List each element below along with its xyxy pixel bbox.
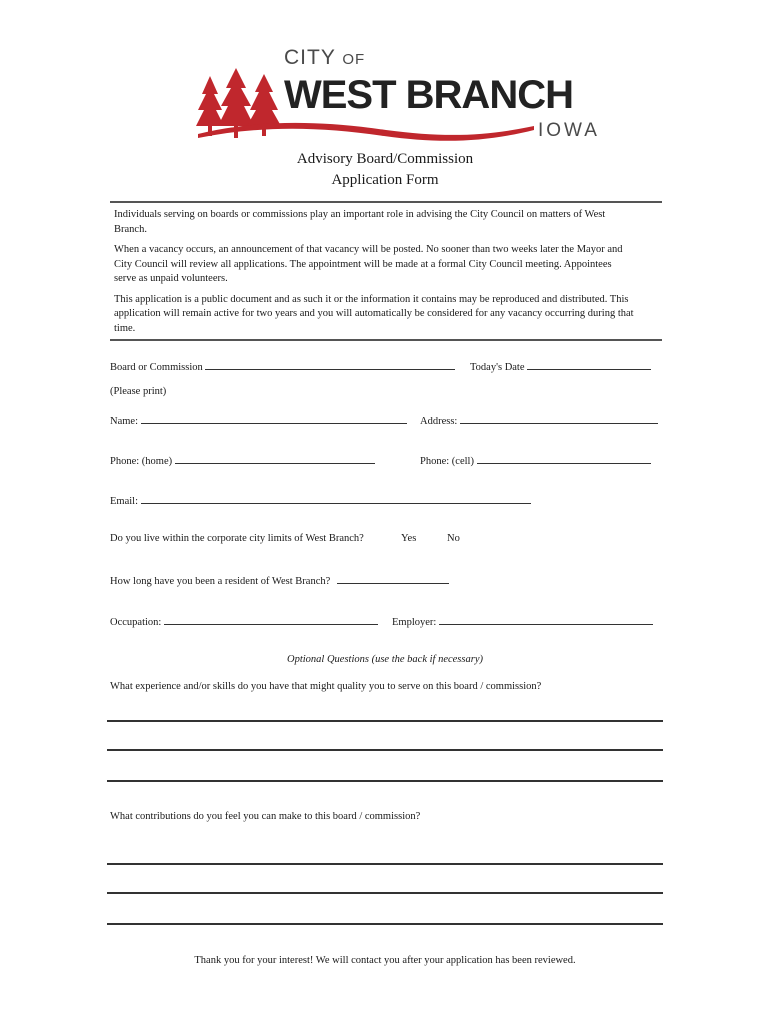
- intro-divider: [110, 339, 662, 341]
- optional-heading: Optional Questions (use the back if necessary): [287, 654, 483, 665]
- phone-cell-field[interactable]: [477, 453, 651, 464]
- answer-line[interactable]: [107, 749, 663, 751]
- date-field[interactable]: [527, 359, 651, 370]
- logo-state-text: IOWA: [538, 120, 600, 141]
- intro-text: [114, 208, 634, 342]
- city-logo: [196, 46, 626, 150]
- question-experience: What experience and/or skills do you have that might quality you to serve on this board / commission?: [110, 681, 542, 692]
- board-row: [110, 359, 455, 373]
- address-row: [420, 413, 658, 427]
- email-label: Email:: [110, 496, 138, 507]
- answer-line[interactable]: [107, 720, 663, 722]
- intro-paragraph: Individuals serving on boards or commissions play an important role in advising the City Council on matters of West Branch.: [114, 209, 606, 235]
- logo-swoosh: [196, 116, 536, 146]
- intro-paragraph: This application is a public document and as such it or the information it contains may be reproduced and distributed. This application will remain active for two years and you will automatically be considered for any vacancy occurring during that time.: [114, 293, 634, 334]
- resident-row: [110, 573, 449, 587]
- logo-city-text: CITY OF: [284, 46, 366, 69]
- employer-field[interactable]: [439, 614, 653, 625]
- date-label: Today's Date: [470, 362, 525, 373]
- yes-option[interactable]: Yes: [401, 533, 417, 544]
- phone-home-field[interactable]: [175, 453, 375, 464]
- answer-line[interactable]: [107, 892, 663, 894]
- city-limits-question: Do you live within the corporate city limits of West Branch?: [110, 533, 364, 544]
- occupation-row: [110, 614, 378, 628]
- board-label: Board or Commission: [110, 362, 203, 373]
- question-contributions: What contributions do you feel you can make to this board / commission?: [110, 811, 421, 822]
- email-row: [110, 493, 531, 507]
- thank-you-note: Thank you for your interest! We will contact you after your application has been reviewed.: [194, 955, 576, 966]
- answer-line[interactable]: [107, 863, 663, 865]
- occupation-label: Occupation:: [110, 617, 162, 628]
- occupation-field[interactable]: [164, 614, 378, 625]
- no-option[interactable]: No: [447, 533, 460, 544]
- email-field[interactable]: [141, 493, 531, 504]
- employer-row: [392, 614, 653, 628]
- board-field[interactable]: [205, 359, 455, 370]
- intro-paragraph: When a vacancy occurs, an announcement of that vacancy will be posted. No sooner than two weeks later the Mayor and City Council will review all applications. The appointment will be made at a formal City Council meeting. Appointees serve as unpaid volunteers.: [114, 244, 623, 284]
- answer-line[interactable]: [107, 923, 663, 925]
- please-print-note: (Please print): [110, 386, 167, 397]
- answer-line[interactable]: [107, 780, 663, 782]
- phone-home-label: Phone: (home): [110, 456, 173, 467]
- resident-field[interactable]: [337, 573, 449, 584]
- name-row: [110, 413, 407, 427]
- phone-home-row: [110, 453, 375, 467]
- title-divider: [110, 201, 662, 203]
- phone-cell-label: Phone: (cell): [420, 456, 474, 467]
- resident-question: How long have you been a resident of West Branch?: [110, 576, 331, 587]
- logo-name-text: WEST BRANCH: [284, 73, 573, 117]
- phone-cell-row: [420, 453, 651, 467]
- date-row: [470, 359, 651, 373]
- name-label: Name:: [110, 416, 138, 427]
- address-label: Address:: [420, 416, 458, 427]
- name-field[interactable]: [141, 413, 407, 424]
- employer-label: Employer:: [392, 617, 437, 628]
- address-field[interactable]: [460, 413, 658, 424]
- form-subtitle: Application Form: [331, 172, 439, 188]
- form-title: Advisory Board/Commission: [296, 151, 474, 167]
